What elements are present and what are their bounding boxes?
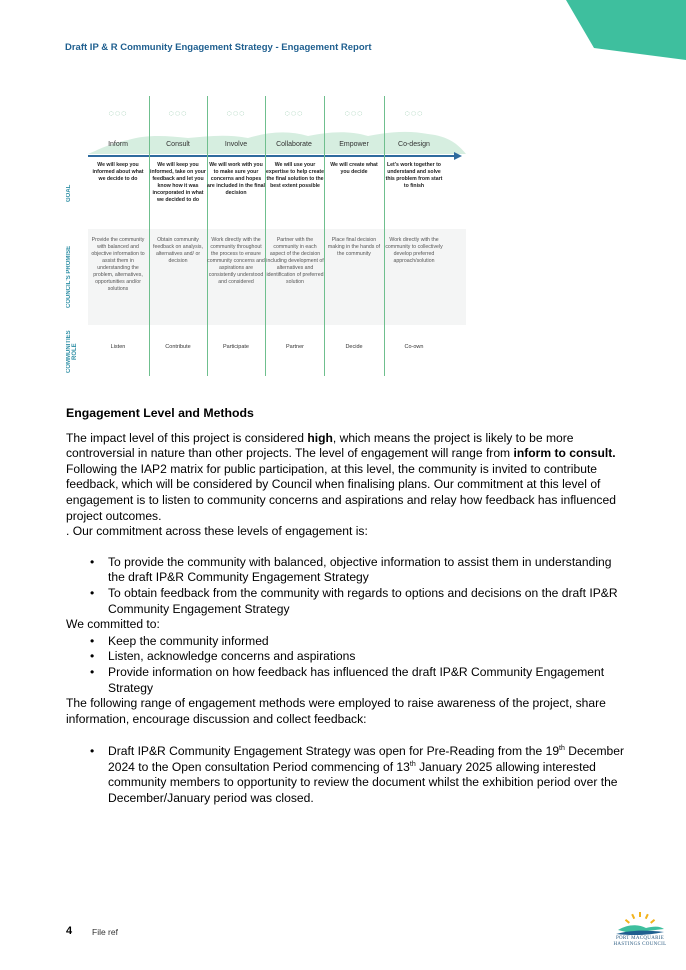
people-icon: ◌◌◌ [226, 108, 246, 118]
promise-text: Work directly with the community to collectively develop preferred approach/solution [385, 237, 443, 265]
goal-text: We will work with you to make sure your concerns and hopes are included in the final decision [207, 162, 265, 197]
list-item: • Keep the community informed [108, 634, 626, 650]
level-name-involve: Involve [224, 141, 248, 148]
commitment-list [108, 555, 626, 617]
column-divider [384, 96, 385, 376]
list-item: • To provide the community with balanced, objective information to assist them in understanding the draft IP&R Community Engagement Strategy [108, 555, 626, 586]
promise-text: Place final decision making in the hands of the community [327, 237, 381, 258]
iap2-spectrum-figure [66, 96, 466, 381]
column-divider [149, 96, 150, 376]
impact-text: , which means the project is likely to be more controversial in nature than other projects. The level of engagement will range from [66, 430, 574, 461]
role-text: Listen [110, 344, 126, 350]
people-icon: ◌◌◌ [108, 108, 128, 118]
corner-accent-shape [566, 0, 686, 60]
list-item: • To obtain feedback from the community with regards to options and decisions on the draft IP&R Community Engagement Strategy [108, 586, 626, 617]
column-divider [324, 96, 325, 376]
row-label-promise: COUNCIL'S PROMISE [66, 245, 72, 309]
list-item: • Draft IP&R Community Engagement Strategy was open for Pre-Reading from the 19th December 2024 to the Open consultation Period commencing of 13th January 2025 allowing interested community members to opportunity to review the document whilst the exhibition period over the December/January period was closed. [108, 744, 626, 806]
engagement-range: inform to consult. [513, 446, 616, 461]
impact-text: The impact level of this project is considered [66, 430, 308, 445]
promise-text: Provide the community with balanced and objective information to assist them in understanding the problem, alternatives, opportunities and/or solutions [91, 237, 145, 293]
level-name-collaborate: Collaborate [276, 141, 312, 148]
committed-list [108, 634, 626, 696]
column-divider [207, 96, 208, 376]
goal-text: We will keep you informed about what we decide to do [92, 162, 144, 183]
people-icon: ◌◌◌ [404, 108, 424, 118]
people-icon: ◌◌◌ [284, 108, 304, 118]
role-text: Contribute [165, 344, 191, 350]
committed-intro: We committed to: [66, 617, 160, 632]
role-text: Partner [285, 344, 305, 350]
spectrum-arrowhead [454, 152, 462, 160]
file-ref: File ref [92, 927, 118, 937]
goal-text: We will keep you informed, take on your feedback and let you know how it was incorporated in what we decided to do [150, 162, 206, 204]
goal-text: We will create what you decide [330, 162, 378, 176]
level-name-co-design: Co-design [398, 141, 430, 148]
level-name-empower: Empower [339, 141, 369, 148]
role-text: Co-own [404, 344, 424, 350]
list-item: • Provide information on how feedback has influenced the draft IP&R Community Engagement Strategy [108, 665, 626, 696]
level-hill-shape [88, 114, 466, 156]
promise-text: Work directly with the community throughout the process to ensure community concerns and aspirations are consistently understood and considered [207, 237, 265, 286]
promise-text: Partner with the community in each aspect of the decision including development of alternatives and identification of preferred solution [266, 237, 324, 286]
goal-text: We will use your expertise to help create the final solution to the best extent possible [266, 162, 324, 190]
methods-intro: The following range of engagement methods were employed to raise awareness of the project, share information, encourage discussion and collect feedback: [66, 696, 606, 726]
goal-text: Let's work together to understand and solve this problem from start to finish [385, 162, 443, 190]
impact-level: high [307, 430, 333, 445]
promise-text: Obtain community feedback on analysis, alternatives and/ or decision [153, 237, 203, 265]
level-name-inform: Inform [108, 141, 128, 148]
list-item: • Listen, acknowledge concerns and aspirations [108, 649, 626, 665]
commitment-intro: . Our commitment across these levels of engagement is: [66, 524, 368, 539]
spectrum-arrow [88, 155, 456, 157]
role-text: Decide [345, 344, 363, 350]
row-label-role: COMMUNITIES ROLE [66, 330, 78, 374]
page-number: 4 [66, 925, 73, 937]
section-heading: Engagement Level and Methods [66, 406, 254, 420]
impact-text: Following the IAP2 matrix for public participation, at this level, the community is invited to contribute feedback, which will be considered by Council when finalising plans. Our commitment at this level of engagement is to listen to community concerns and aspirations and relay how feedback has influenced project outcomes. [66, 461, 616, 523]
people-icon: ◌◌◌ [344, 108, 364, 118]
role-text: Participate [223, 344, 249, 350]
methods-list [108, 744, 626, 806]
council-logo-text: PORT MACQUARIE HASTINGS COUNCIL [613, 936, 667, 947]
document-header: Draft IP & R Community Engagement Strategy - Engagement Report [65, 42, 372, 53]
column-divider [265, 96, 266, 376]
row-label-goal: GOAL [66, 184, 72, 202]
level-name-consult: Consult [166, 141, 190, 148]
section-content [66, 406, 626, 807]
people-icon: ◌◌◌ [168, 108, 188, 118]
impact-paragraph [66, 431, 626, 525]
